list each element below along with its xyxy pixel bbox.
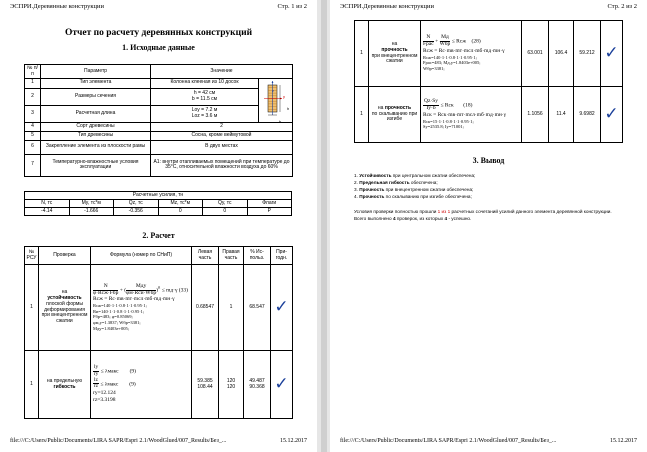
table-row: 4 Сорт древесины 2 (25, 122, 293, 131)
sketch-label-b: b (279, 119, 282, 124)
table-row: 1 Тип элемента Колонна клееная из 10 досок (25, 79, 293, 89)
page-header (340, 3, 637, 13)
check-ok-icon: ✓ (601, 21, 623, 87)
table-row: -4.14 -1.666 -0.356 0 0 P (25, 208, 292, 216)
calc-table-1 (24, 246, 293, 419)
check-ok-icon: ✓ (271, 265, 293, 351)
page-footer (340, 438, 637, 448)
list-item: 1. Устойчивость при центральном сжатии обеспечена; (354, 173, 476, 178)
section-calc-heading: 2. Расчет (142, 231, 175, 240)
sketch-label-h: h (287, 106, 290, 111)
section-sketch-icon (259, 79, 293, 119)
table-row: 1 на предельную гибкость $\frac{ly}{ry}$ ≤ λмакс (9) $\frac{lz}{rz}$ ≤ λмакс (9) ry=12.124 rz=3.3198 59.385 108.44 120 120 49.487 90.368 ✓ (25, 351, 293, 419)
check-ok-icon: ✓ (601, 87, 623, 143)
report-page-1 (0, 0, 317, 452)
section-input-heading: 1. Исходные данные (122, 43, 195, 52)
conclusion-summary: Условия проверки полностью прошли 1 из 1 расчетных сочетаний усилий данного элемента деревянной конструкции. Всего выполнено 4 проверок, из которых 4 - успешно. (354, 209, 612, 222)
formula-strength-compression: $\frac{N}{\text{Fрас}}$ + $\frac{Mд}{\text{Wбр}}$ ≤ Rсж (28) Rсж = Rс·mв·mт·mсл·mб·mд·mн·γ Rсж=140·1·1·0.8·1·1·0.95·1; Fрас=483; Mд,у=1.8403e+005; Wбр=3381; (421, 21, 522, 87)
page-divider (321, 0, 327, 452)
footer-date: 15.12.2017 (280, 438, 307, 444)
table-row: 6 Закрепление элемента из плоскости рамы В двух местах (25, 140, 293, 154)
header-title: ЭСПРИ.Деревянные конструкции (340, 3, 434, 10)
footer-date: 15.12.2017 (610, 438, 637, 444)
calc-table-2 (354, 20, 623, 143)
list-item: 4. Прочность по скалыванию при изгибе обеспечена; (354, 194, 472, 200)
col-header-num: № п/п (25, 65, 41, 79)
table-row: 1 на прочность при внецентренном сжатии $\frac{N}{\text{Fрас}}$ + $\frac{Mд}{\text{Wбр}}$ ≤ Rсж (28) Rсж = Rс·mв·mт·mсл·mб·mд·mн·γ Rсж=140·1·1·0.8·1·1·0.95·1; Fрас=483; Mд,у=1.8403e+005; Wбр=3381; 63.001 106.4 59.212 ✓ (355, 21, 623, 87)
table-row: 5 Тип древесины Сосна, кроме веймутовой (25, 131, 293, 140)
page-header (10, 3, 307, 13)
section-conclusion-heading: 3. Вывод (472, 156, 505, 165)
list-item: 3. Прочность при внецентренном сжатии обеспечена; (354, 187, 474, 193)
report-title: Отчет по расчету деревянных конструкций (64, 28, 253, 38)
list-item: 2. Предельная гибкость обеспечена; (354, 180, 438, 186)
section-sketch (259, 79, 293, 123)
table-row: 3 Расчетная длина Loy = 7.2 м Loz = 3.6 м (25, 105, 293, 122)
col-header-param: Параметр (41, 65, 151, 79)
formula-shear: $\frac{Qz\cdot Sy}{Iy\cdot b}$ ≤ Rск (18) Rск = Rск·mв·mт·mсл·mб·mд·mн·γ Rск=15·1·1·0.8·1·1·0.95·1; Sy=2535.8; Iy=71001; (421, 87, 522, 143)
sketch-label-y: y (283, 94, 285, 99)
sketch-label-z: z (272, 88, 274, 93)
table-row: 7 Температурно-влажностные условия эксплуатации А1: внутри отапливаемых помещений при температуре до 35°С, относительной влажности воздуха до 60% (25, 154, 293, 176)
input-data-table (24, 64, 293, 177)
table-header-row: N, тс My, тс*м Qz, тс Mz, тс*м Qy, тс Флаги (25, 200, 292, 208)
col-header-value: Значение (151, 65, 293, 79)
header-page-number: Стр. 1 из 2 (277, 3, 307, 10)
table-header-row (25, 65, 293, 79)
footer-path: file:///C:/Users/Public/Documents/LIRA SAPR/Espri 2.1/WoodGlued/007_Results/Без_... (340, 438, 557, 444)
page-footer (10, 438, 307, 448)
table-header-row: № РСУ Проверка Формула (номер по СНиП) Левая часть Правая часть % Ис-польз. При-годн. (25, 247, 293, 265)
table-row: 2 Размеры сечения h = 42 см b = 11.5 см (25, 88, 293, 105)
conclusion-list (354, 172, 619, 200)
table-row: 1 на прочность по скалыванию при изгибе $\frac{Qz\cdot Sy}{Iy\cdot b}$ ≤ Rск (18) Rск = Rск·mв·mт·mсл·mб·mд·mн·γ Rск=15·1·1·0.8·1·1·0.95·1; Sy=2535.8; Iy=71001; 1.1056 11.4 9.6982 ✓ (355, 87, 623, 143)
forces-caption: Расчетные усилия, тн (25, 192, 292, 200)
report-page-2 (330, 0, 647, 452)
check-ok-icon: ✓ (271, 351, 293, 419)
forces-table (24, 191, 292, 216)
header-title: ЭСПРИ.Деревянные конструкции (10, 3, 104, 10)
footer-path: file:///C:/Users/Public/Documents/LIRA SAPR/Espri 2.1/WoodGlued/007_Results/Без_... (10, 438, 227, 444)
table-row: 1 на устойчивость плоской формы деформирования при внецентренном сжатии $\frac{N}{\text{φ·Rсж·Fбр}}$ + ( $\frac{\text{Mдy}}{\text{φм·Rси·Wбр}}$ )$^n$ ≤ mд·γ (33) Rсж = Rс·mв·mт·mсл·mб·mд·mн·γ Rсж=140·1·1·0.8·1·1·0.95·1; Rи=140·1·1·0.8·1·1·0.95·1; Fбр=483; φ=0.85069; φм,у=1.3837; Wбр=3381; Mду=1.8403e+005; 0.68547 1 68.547 ✓ (25, 265, 293, 351)
formula-stability: $\frac{N}{\text{φ·Rсж·Fбр}}$ + ( $\frac{\text{Mдy}}{\text{φм·Rси·Wбр}}$ )$^n$ ≤ mд·γ (33) Rсж = Rс·mв·mт·mсл·mб·mд·mн·γ Rсж=140·1·1·0.8·1·1·0.95·1; Rи=140·1·1·0.8·1·1·0.95·1; Fбр=483; φ=0.85069; φм,у=1.3837; Wбр=3381; Mду=1.8403e+005; (91, 265, 192, 351)
header-page-number: Стр. 2 из 2 (607, 3, 637, 10)
formula-slenderness: $\frac{ly}{ry}$ ≤ λмакс (9) $\frac{lz}{rz}$ ≤ λмакс (9) ry=12.124 rz=3.3198 (91, 351, 192, 419)
